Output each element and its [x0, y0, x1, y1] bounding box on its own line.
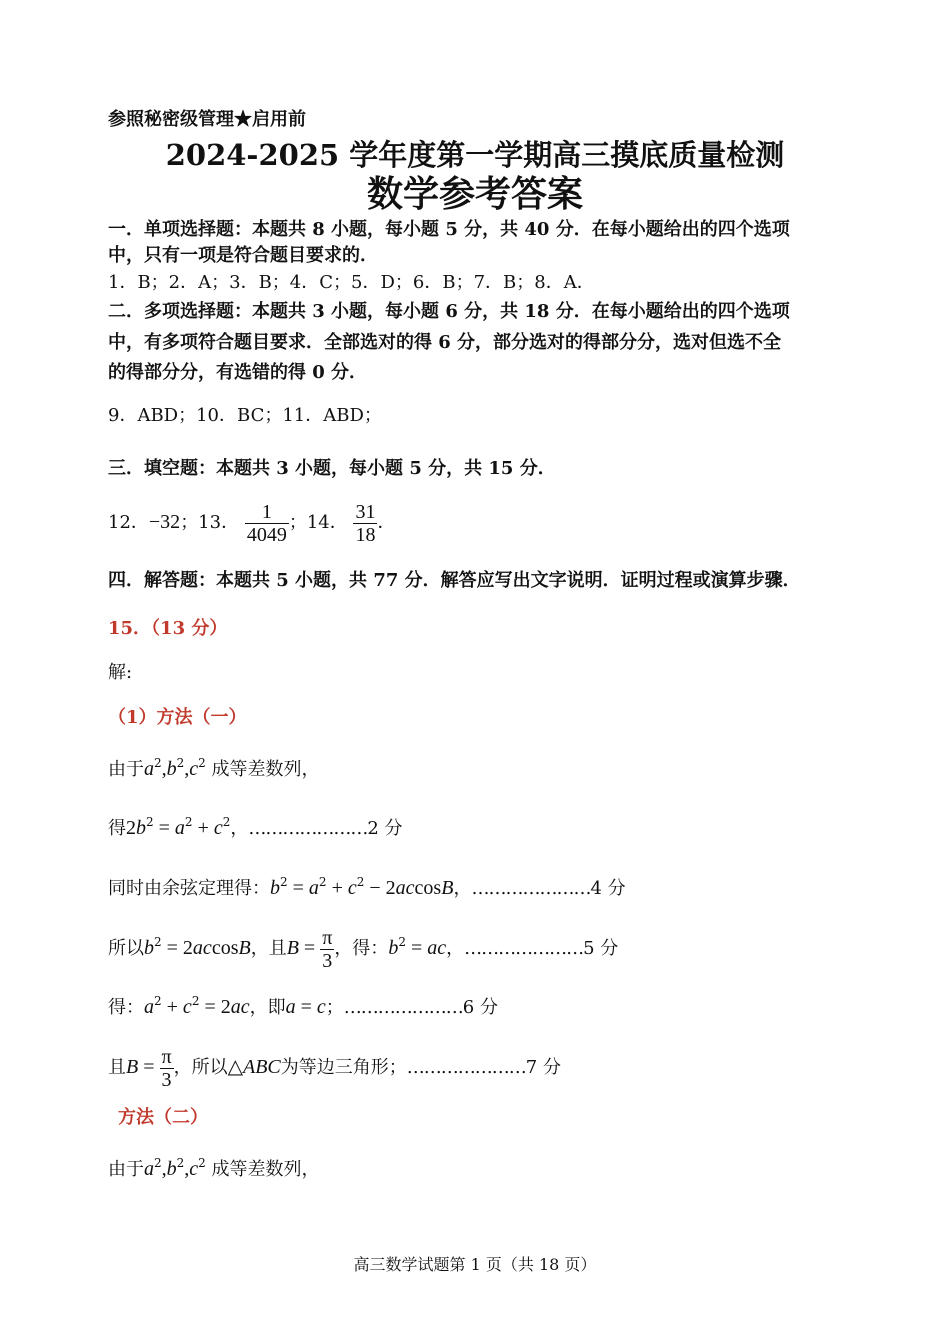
- section2-desc-3: 的得部分分，有选错的得 0 分．: [108, 362, 368, 383]
- method1-heading: （1）方法（一）: [108, 707, 247, 728]
- section1-desc-1: 一．单项选择题：本题共 8 小题，每小题 5 分，共 40 分．在每小题给出的四个选项: [108, 219, 790, 240]
- q14-fraction: $\frac{31}{18}$: [355, 500, 376, 546]
- answer-title: 数学参考答案: [366, 173, 583, 215]
- exam-title: 2024-2025 学年度第一学期高三摸底质量检测: [165, 138, 785, 172]
- q13-label: ；13．: [180, 512, 240, 533]
- q13-fraction: $\frac{1}{4049}$: [246, 500, 287, 546]
- section1-desc-2: 中，只有一项是符合题目要求的．: [108, 245, 378, 266]
- score-4: 4 分: [590, 878, 626, 899]
- section2-desc-2: 中，有多项符合题目要求．全部选对的得 6 分，部分选对的得部分分，选对但选不全: [108, 332, 782, 353]
- section1-answers: 1．B；2．A；3．B；4．C；5．D；6．B；7．B；8．A．: [108, 272, 595, 293]
- section3-desc: 三．填空题：本题共 3 小题，每小题 5 分，共 15 分．: [108, 458, 556, 479]
- step-7: 由于$a^2,b^2,c^2$ 成等差数列，: [108, 1156, 320, 1180]
- q12-value: −32: [148, 511, 181, 533]
- method2-heading: 方法（二）: [118, 1107, 208, 1128]
- q14-label: ；14．: [288, 512, 348, 533]
- score-5: 5 分: [583, 938, 619, 959]
- q15-heading: 15．（13 分）: [108, 618, 228, 639]
- step-5: 得：$a^2 + c^2 = 2ac$，即a = c；…………………6 分: [108, 994, 498, 1018]
- step-1: 由于$a^2,b^2,c^2$ 成等差数列，: [108, 756, 320, 780]
- q15-jie: 解:: [108, 662, 133, 683]
- section2-answers: 9．ABD；10．BC；11．ABD；: [108, 405, 382, 426]
- score-6: 6 分: [462, 997, 498, 1018]
- section3-answers: 12．−32；13． $\frac{1}{4049}$ ；14． $\frac{31}{18}$ ．: [108, 500, 396, 546]
- section2-desc-1: 二．多项选择题：本题共 3 小题，每小题 6 分，共 18 分．在每小题给出的四个选项: [108, 301, 790, 322]
- page-footer: 高三数学试题第 1 页（共 18 页）: [353, 1255, 597, 1274]
- step-6: 且B = $\frac{\pi}{3}$ ，所以△ABC为等边三角形；…………………7 分: [108, 1045, 561, 1091]
- score-7: 7 分: [525, 1057, 561, 1078]
- score-2: 2 分: [367, 818, 403, 839]
- secret-level: 参照秘密级管理★启用前: [108, 109, 306, 130]
- step-2: 得$2b^2 = a^2 + c^2$，…………………2 分: [108, 815, 403, 839]
- step-4: 所以$b^2 = 2accosB$，且B = $\frac{\pi}{3}$ ，得：$b^2$ = ac，…………………5 分: [108, 926, 619, 972]
- section4-desc: 四．解答题：本题共 5 小题，共 77 分．解答应写出文字说明．证明过程或演算步骤．: [108, 570, 801, 591]
- step-3: 同时由余弦定理得：$b^2 = a^2 + c^2 - 2accosB$，…………………4 分: [108, 875, 626, 899]
- q12-label: 12．: [108, 512, 149, 533]
